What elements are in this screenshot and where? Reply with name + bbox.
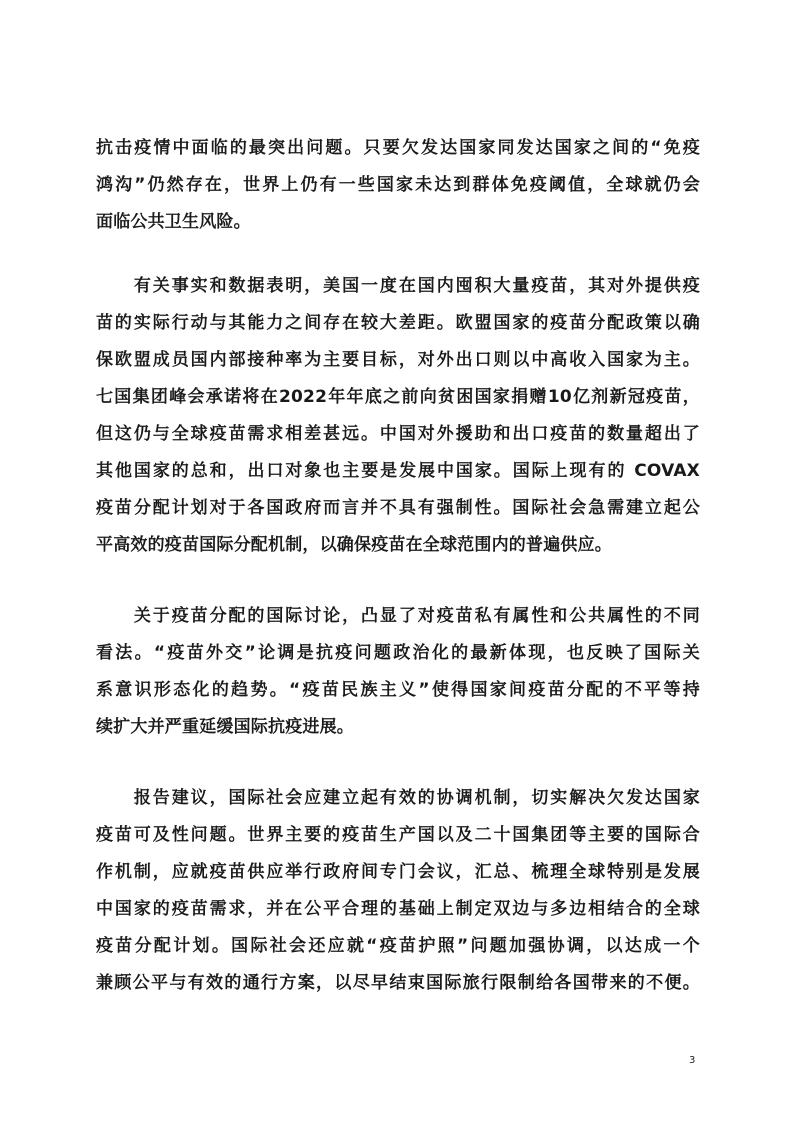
text-line: 苗的实际行动与其能力之间存在较大差距。欧盟国家的疫苗分配政策以确: [96, 313, 700, 333]
text-line: 兼顾公平与有效的通行方案，以尽早结束国际旅行限制给各国带来的不便。: [96, 973, 700, 993]
text-line: 鸿沟”仍然存在，世界上仍有一些国家未达到群体免疫阈值，全球就仍会: [96, 175, 700, 195]
text-line: 其他国家的总和，出口对象也主要是发展中国家。国际上现有的 COVAX: [96, 461, 700, 481]
text-line: 看法。“疫苗外交”论调是抗疫问题政治化的最新体现，也反映了国际关: [96, 643, 700, 663]
text-line: 续扩大并严重延缓国际抗疫进展。: [96, 717, 354, 737]
text-line: 中国家的疫苗需求，并在公平合理的基础上制定双边与多边相结合的全球: [96, 899, 700, 919]
text-line: 疫苗分配计划对于各国政府而言并不具有强制性。国际社会急需建立起公: [96, 498, 700, 518]
text-line: 系意识形态化的趋势。“疫苗民族主义”使得国家间疫苗分配的不平等持: [96, 680, 700, 700]
text-line: 关于疫苗分配的国际讨论，凸显了对疫苗私有属性和公共属性的不同: [96, 606, 700, 626]
text-line: 面临公共卫生风险。: [96, 212, 251, 232]
text-line: 七国集团峰会承诺将在2022年年底之前向贫困国家捐赠10亿剂新冠疫苗，: [96, 387, 700, 407]
text-line: 平高效的疫苗国际分配机制，以确保疫苗在全球范围内的普遍供应。: [96, 535, 612, 555]
text-line: 报告建议，国际社会应建立起有效的协调机制，切实解决欠发达国家: [96, 788, 700, 808]
paragraph-1: [96, 130, 700, 241]
text-line: 有关事实和数据表明，美国一度在国内囤积大量疫苗，其对外提供疫: [96, 276, 700, 296]
page-number: 3: [689, 1055, 696, 1066]
paragraph-2: [96, 268, 700, 564]
text-line: 抗击疫情中面临的最突出问题。只要欠发达国家同发达国家之间的“免疫: [96, 138, 700, 158]
text-line: 但这仍与全球疫苗需求相差甚远。中国对外援助和出口疫苗的数量超出了: [96, 424, 700, 444]
paragraph-4: [96, 780, 700, 1002]
text-line: 疫苗可及性问题。世界主要的疫苗生产国以及二十国集团等主要的国际合: [96, 825, 700, 845]
paragraph-3: [96, 598, 700, 746]
text-line: 作机制，应就疫苗供应举行政府间专门会议，汇总、梳理全球特别是发展: [96, 862, 700, 882]
text-line: 保欧盟成员国内部接种率为主要目标，对外出口则以中高收入国家为主。: [96, 350, 700, 370]
text-line: 疫苗分配计划。国际社会还应就“疫苗护照”问题加强协调，以达成一个: [96, 936, 700, 956]
